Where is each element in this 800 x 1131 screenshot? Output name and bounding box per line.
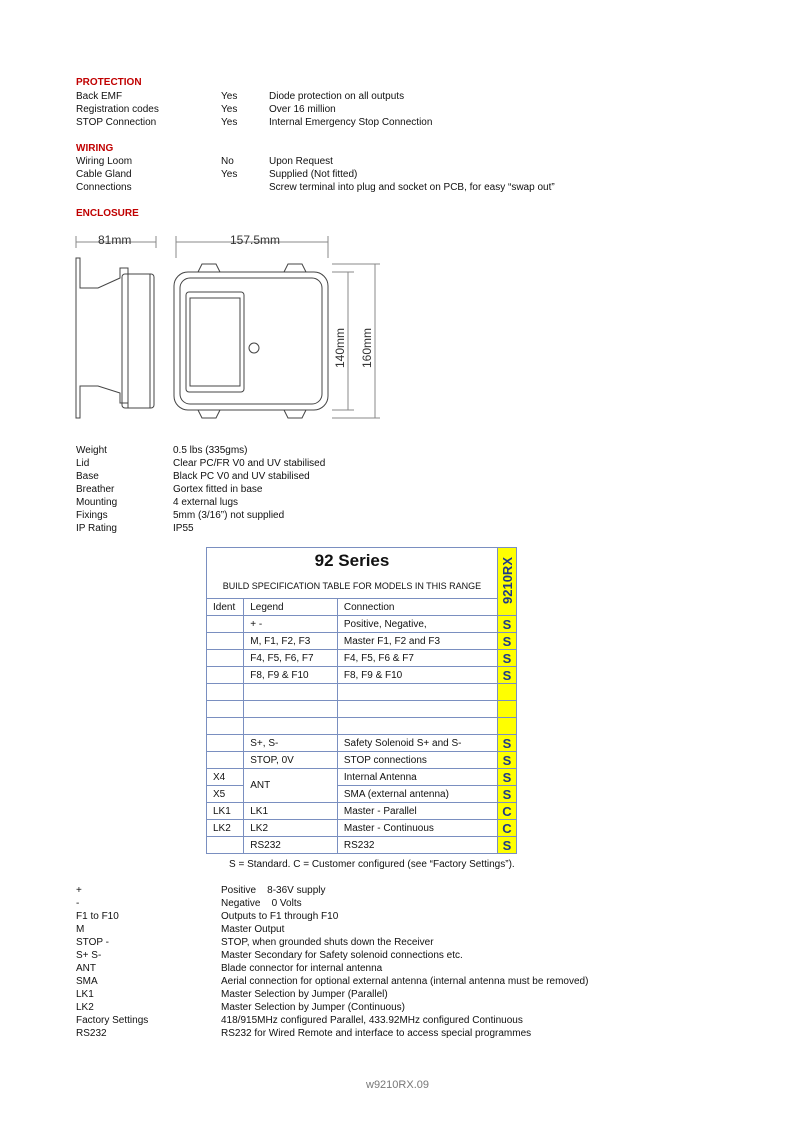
code-cell: S — [498, 735, 517, 752]
legend-cell: STOP, 0V — [244, 752, 338, 769]
code-cell — [498, 684, 517, 701]
connection-cell — [337, 718, 497, 735]
code-cell: S — [498, 633, 517, 650]
ident-cell — [207, 650, 244, 667]
code-cell: C — [498, 803, 517, 820]
table-subtitle: BUILD SPECIFICATION TABLE FOR MODELS IN THIS RANGE — [207, 574, 498, 599]
model-header — [498, 548, 517, 616]
outer-height-label: 160mm — [360, 327, 374, 368]
spec-label: Wiring Loom — [76, 156, 133, 167]
connection-cell: Positive, Negative, — [337, 616, 497, 633]
spec-label: Mounting — [76, 497, 118, 508]
ident-cell — [207, 667, 244, 684]
spec-desc: Internal Emergency Stop Connection — [269, 117, 433, 128]
table-row — [207, 616, 517, 633]
legend-term: S+ S- — [76, 950, 102, 961]
legend-term: SMA — [76, 976, 98, 987]
ident-cell — [207, 752, 244, 769]
legend-cell — [244, 701, 338, 718]
code-cell: C — [498, 820, 517, 837]
connection-cell: Master - Continuous — [337, 820, 497, 837]
code-cell — [498, 701, 517, 718]
code-cell: S — [498, 786, 517, 803]
spec-value: No — [221, 156, 234, 167]
spec-label: IP Rating — [76, 523, 117, 534]
spec-value: 4 external lugs — [173, 497, 239, 508]
spec-desc: Diode protection on all outputs — [269, 91, 405, 102]
spec-value: Yes — [221, 169, 238, 180]
legend-desc: STOP, when grounded shuts down the Receiver — [221, 937, 434, 948]
connection-cell: Safety Solenoid S+ and S- — [337, 735, 497, 752]
code-cell: S — [498, 616, 517, 633]
table-row — [207, 735, 517, 752]
spec-label: Connections — [76, 182, 132, 193]
spec-desc: Supplied (Not fitted) — [269, 169, 358, 180]
table-row — [207, 820, 517, 837]
code-cell: S — [498, 769, 517, 786]
table-row — [207, 684, 517, 701]
legend-term: Factory Settings — [76, 1015, 149, 1026]
ident-cell: X4 — [207, 769, 244, 786]
spec-label: Cable Gland — [76, 169, 132, 180]
legend-desc: RS232 for Wired Remote and interface to access special programmes — [221, 1028, 532, 1039]
spec-value: Gortex fitted in base — [173, 484, 263, 495]
table-title: 92 Series — [207, 548, 498, 575]
table-row — [207, 837, 517, 854]
spec-label: STOP Connection — [76, 117, 157, 128]
side-width-label: 81mm — [98, 233, 132, 247]
spec-value: IP55 — [173, 523, 194, 534]
ident-cell: X5 — [207, 786, 244, 803]
spec-label: Fixings — [76, 510, 108, 521]
spec-label: Base — [76, 471, 99, 482]
enclosure-heading: ENCLOSURE — [76, 208, 139, 219]
legend-cell — [244, 718, 338, 735]
table-row — [207, 650, 517, 667]
ident-cell: LK1 — [207, 803, 244, 820]
legend-term: ANT — [76, 963, 96, 974]
table-footnote: S = Standard. C = Customer configured (see “Factory Settings”). — [229, 859, 515, 870]
table-row — [207, 701, 517, 718]
spec-value: Yes — [221, 91, 238, 102]
spec-label: Weight — [76, 445, 107, 456]
legend-cell: F4, F5, F6, F7 — [244, 650, 338, 667]
code-cell — [498, 718, 517, 735]
spec-label: Lid — [76, 458, 90, 469]
legend-term: RS232 — [76, 1028, 107, 1039]
ident-cell: LK2 — [207, 820, 244, 837]
enclosure-drawing — [70, 228, 390, 428]
legend-desc: Master Secondary for Safety solenoid connections etc. — [221, 950, 463, 961]
legend-term: + — [76, 885, 82, 896]
col-header-legend: Legend — [244, 599, 338, 616]
spec-label: Registration codes — [76, 104, 159, 115]
spec-label: Breather — [76, 484, 115, 495]
legend-desc: Master Output — [221, 924, 285, 935]
legend-term: LK2 — [76, 1002, 94, 1013]
ident-cell — [207, 701, 244, 718]
spec-value: 5mm (3/16”) not supplied — [173, 510, 285, 521]
spec-desc: Screw terminal into plug and socket on PCB, for easy “swap out” — [269, 182, 555, 193]
spec-value: Black PC V0 and UV stabilised — [173, 471, 310, 482]
spec-desc: Upon Request — [269, 156, 333, 167]
model-label: 9210RX — [499, 556, 515, 604]
connection-cell: Master - Parallel — [337, 803, 497, 820]
legend-term: - — [76, 898, 80, 909]
legend-cell: F8, F9 & F10 — [244, 667, 338, 684]
spec-value: Clear PC/FR V0 and UV stabilised — [173, 458, 326, 469]
legend-desc: Blade connector for internal antenna — [221, 963, 383, 974]
inner-height-label: 140mm — [333, 327, 347, 368]
legend-desc: Aerial connection for optional external antenna (internal antenna must be removed) — [221, 976, 589, 987]
table-row — [207, 752, 517, 769]
ident-cell — [207, 837, 244, 854]
legend-term: F1 to F10 — [76, 911, 119, 922]
connection-cell — [337, 684, 497, 701]
spec-desc: Over 16 million — [269, 104, 336, 115]
connection-cell: Internal Antenna — [337, 769, 497, 786]
document-footer: w9210RX.09 — [366, 1079, 429, 1091]
protection-heading: PROTECTION — [76, 77, 142, 88]
legend-desc: Positive 8-36V supply — [221, 885, 326, 896]
legend-cell: M, F1, F2, F3 — [244, 633, 338, 650]
legend-desc: 418/915MHz configured Parallel, 433.92MHz configured Continuous — [221, 1015, 523, 1026]
spec-label: Back EMF — [76, 91, 123, 102]
ident-cell — [207, 735, 244, 752]
build-spec-table — [206, 547, 517, 854]
connection-cell — [337, 701, 497, 718]
spec-value: Yes — [221, 117, 238, 128]
code-cell: S — [498, 667, 517, 684]
table-row — [207, 803, 517, 820]
spec-value: 0.5 lbs (335gms) — [173, 445, 248, 456]
ident-cell — [207, 616, 244, 633]
legend-desc: Outputs to F1 through F10 — [221, 911, 339, 922]
table-row — [207, 769, 517, 786]
table-row — [207, 667, 517, 684]
ident-cell — [207, 684, 244, 701]
code-cell: S — [498, 752, 517, 769]
legend-cell: RS232 — [244, 837, 338, 854]
wiring-heading: WIRING — [76, 143, 114, 154]
legend-cell: + - — [244, 616, 338, 633]
legend-desc: Master Selection by Jumper (Parallel) — [221, 989, 388, 1000]
legend-cell — [244, 684, 338, 701]
code-cell: S — [498, 837, 517, 854]
table-row — [207, 718, 517, 735]
legend-term: STOP - — [76, 937, 109, 948]
legend-desc: Negative 0 Volts — [221, 898, 302, 909]
legend-cell: LK2 — [244, 820, 338, 837]
table-row — [207, 633, 517, 650]
connection-cell: Master F1, F2 and F3 — [337, 633, 497, 650]
legend-term: LK1 — [76, 989, 94, 1000]
legend-cell: ANT — [244, 769, 338, 803]
legend-term: M — [76, 924, 85, 935]
connection-cell: STOP connections — [337, 752, 497, 769]
ident-cell — [207, 633, 244, 650]
col-header-connection: Connection — [337, 599, 497, 616]
legend-cell: S+, S- — [244, 735, 338, 752]
legend-cell: LK1 — [244, 803, 338, 820]
col-header-ident: Ident — [207, 599, 244, 616]
code-cell: S — [498, 650, 517, 667]
front-width-label: 157.5mm — [230, 233, 281, 247]
connection-cell: F8, F9 & F10 — [337, 667, 497, 684]
ident-cell — [207, 718, 244, 735]
connection-cell: RS232 — [337, 837, 497, 854]
connection-cell: F4, F5, F6 & F7 — [337, 650, 497, 667]
legend-desc: Master Selection by Jumper (Continuous) — [221, 1002, 405, 1013]
spec-value: Yes — [221, 104, 238, 115]
connection-cell: SMA (external antenna) — [337, 786, 497, 803]
